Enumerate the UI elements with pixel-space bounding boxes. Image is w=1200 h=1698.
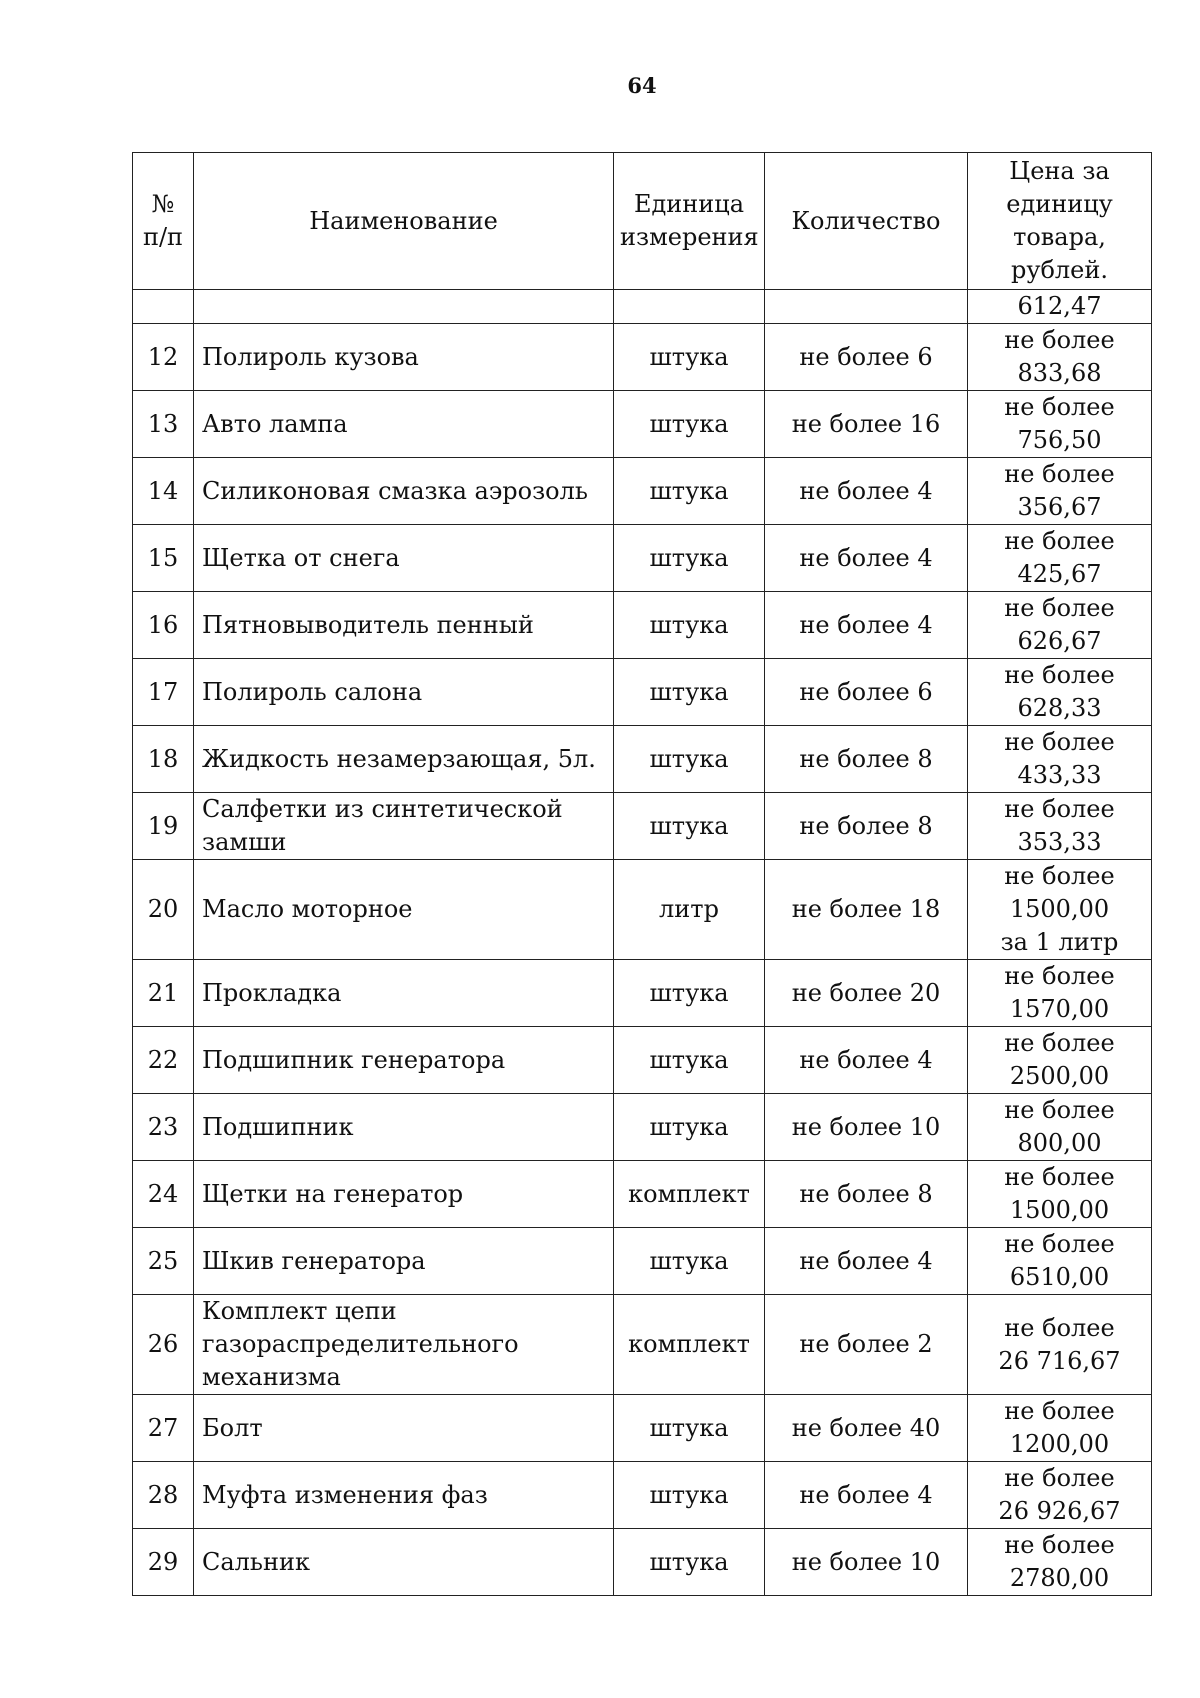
table-body [133,290,1152,1596]
cell-price: не более 1500,00 за 1 литр [968,860,1152,960]
cell-name: Салфетки из синтетической замши [194,793,614,860]
table-row [133,1094,1152,1161]
header-qty: Количество [765,153,968,290]
cell-name: Муфта изменения фаз [194,1462,614,1529]
table-row [133,960,1152,1027]
table-row [133,860,1152,960]
cell-price: не более 433,33 [968,726,1152,793]
table-row [133,1228,1152,1295]
cell-qty: не более 4 [765,1228,968,1295]
cell-unit: штука [614,1529,765,1596]
cell-qty: не более 4 [765,1027,968,1094]
table-row [133,726,1152,793]
cell-name: Щетка от снега [194,525,614,592]
table-row [133,324,1152,391]
cell-num: 26 [133,1295,194,1395]
cell-num: 15 [133,525,194,592]
cell-qty [765,290,968,324]
cell-qty: не более 6 [765,324,968,391]
cell-unit: штука [614,458,765,525]
cell-name: Подшипник генератора [194,1027,614,1094]
cell-unit: комплект [614,1161,765,1228]
cell-unit: штука [614,726,765,793]
header-unit: Единица измерения [614,153,765,290]
cell-price: 612,47 [968,290,1152,324]
cell-unit: литр [614,860,765,960]
cell-num: 23 [133,1094,194,1161]
cell-qty: не более 18 [765,860,968,960]
cell-unit: штука [614,324,765,391]
cell-unit [614,290,765,324]
cell-qty: не более 16 [765,391,968,458]
cell-price: не более 800,00 [968,1094,1152,1161]
cell-price: не более 2780,00 [968,1529,1152,1596]
continuation-row [133,290,1152,324]
cell-price: не более 356,67 [968,458,1152,525]
header-name: Наименование [194,153,614,290]
cell-price: не более 626,67 [968,592,1152,659]
header-num: № п/п [133,153,194,290]
cell-unit: штука [614,659,765,726]
cell-name: Сальник [194,1529,614,1596]
cell-name: Комплект цепи газораспределительного механизма [194,1295,614,1395]
cell-unit: штука [614,1094,765,1161]
cell-num: 21 [133,960,194,1027]
cell-qty: не более 4 [765,525,968,592]
cell-unit: штука [614,1395,765,1462]
table-row [133,458,1152,525]
cell-qty: не более 8 [765,793,968,860]
cell-num: 13 [133,391,194,458]
cell-name: Полироль кузова [194,324,614,391]
cell-num: 28 [133,1462,194,1529]
cell-name: Щетки на генератор [194,1161,614,1228]
cell-num: 19 [133,793,194,860]
cell-price: не более 425,67 [968,525,1152,592]
cell-unit: штука [614,1462,765,1529]
cell-unit: штука [614,1027,765,1094]
cell-name: Авто лампа [194,391,614,458]
cell-num: 12 [133,324,194,391]
table-row [133,659,1152,726]
table-row [133,391,1152,458]
cell-num: 20 [133,860,194,960]
cell-qty: не более 20 [765,960,968,1027]
cell-unit: комплект [614,1295,765,1395]
cell-unit: штука [614,391,765,458]
cell-qty: не более 40 [765,1395,968,1462]
cell-price: не более 1200,00 [968,1395,1152,1462]
cell-qty: не более 4 [765,458,968,525]
cell-qty: не более 2 [765,1295,968,1395]
cell-unit: штука [614,793,765,860]
cell-price: не более 2500,00 [968,1027,1152,1094]
cell-price: не более 756,50 [968,391,1152,458]
header-row [133,153,1152,290]
cell-num: 25 [133,1228,194,1295]
table-row [133,1027,1152,1094]
header-price: Цена за единицу товара, рублей. [968,153,1152,290]
cell-num: 24 [133,1161,194,1228]
cell-unit: штука [614,525,765,592]
cell-name: Полироль салона [194,659,614,726]
cell-num [133,290,194,324]
cell-num: 17 [133,659,194,726]
cell-unit: штука [614,1228,765,1295]
cell-num: 22 [133,1027,194,1094]
cell-num: 27 [133,1395,194,1462]
cell-name: Пятновыводитель пенный [194,592,614,659]
table-row [133,1462,1152,1529]
table-row [133,1529,1152,1596]
cell-price: не более 1570,00 [968,960,1152,1027]
cell-name: Подшипник [194,1094,614,1161]
table-row [133,1161,1152,1228]
cell-price: не более 833,68 [968,324,1152,391]
cell-num: 29 [133,1529,194,1596]
cell-qty: не более 8 [765,1161,968,1228]
cell-price: не более 628,33 [968,659,1152,726]
cell-unit: штука [614,592,765,659]
cell-qty: не более 10 [765,1094,968,1161]
cell-qty: не более 8 [765,726,968,793]
cell-name: Силиконовая смазка аэрозоль [194,458,614,525]
cell-num: 16 [133,592,194,659]
cell-name: Прокладка [194,960,614,1027]
cell-qty: не более 4 [765,592,968,659]
cell-name: Болт [194,1395,614,1462]
cell-price: не более 6510,00 [968,1228,1152,1295]
cell-price: не более 26 926,67 [968,1462,1152,1529]
table-row [133,1395,1152,1462]
cell-qty: не более 4 [765,1462,968,1529]
cell-unit: штука [614,960,765,1027]
cell-price: не более 26 716,67 [968,1295,1152,1395]
cell-name: Жидкость незамерзающая, 5л. [194,726,614,793]
table-row [133,793,1152,860]
cell-name [194,290,614,324]
cell-price: не более 1500,00 [968,1161,1152,1228]
price-table [132,152,1152,1596]
cell-qty: не более 10 [765,1529,968,1596]
cell-qty: не более 6 [765,659,968,726]
cell-name: Шкив генератора [194,1228,614,1295]
table-row [133,525,1152,592]
cell-num: 14 [133,458,194,525]
table-row [133,592,1152,659]
cell-num: 18 [133,726,194,793]
cell-name: Масло моторное [194,860,614,960]
cell-price: не более 353,33 [968,793,1152,860]
page-number: 64 [627,73,657,98]
table-row [133,1295,1152,1395]
